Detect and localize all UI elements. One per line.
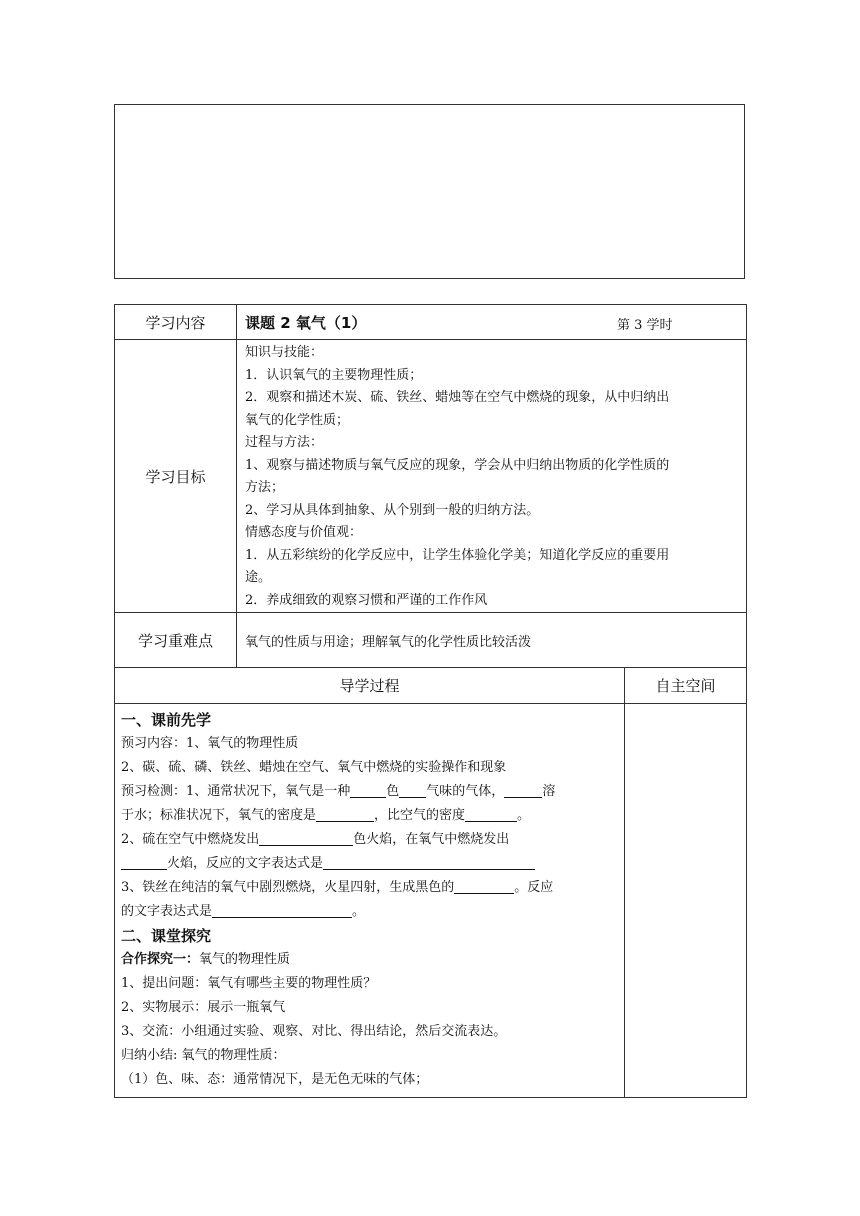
- answer-blank[interactable]: [316, 806, 374, 822]
- inquiry-step: 1、提出问题：氧气有哪些主要的物理性质？: [121, 976, 377, 991]
- preview-content: 预习内容：1、氧气的物理性质: [121, 736, 299, 751]
- objective-line: 1．从五彩缤纷的化学反应中，让学生体验化学美；知道化学反应的重要用: [245, 547, 670, 563]
- section-pre-study-title: 一、课前先学: [121, 711, 212, 729]
- keypoints-label: 学习重难点: [115, 613, 237, 668]
- process-content: [115, 704, 625, 1098]
- row-content: [115, 305, 747, 340]
- section-class-inquiry-title: 二、课堂探究: [121, 927, 212, 945]
- answer-blank[interactable]: [121, 854, 167, 870]
- preview-question-2-cont: 火焰，反应的文字表达式是: [121, 852, 616, 876]
- answer-blank[interactable]: [504, 782, 542, 798]
- row-process-body: [115, 704, 747, 1098]
- preview-question-3: 3、铁丝在纯洁的氧气中剧烈燃烧，火星四射，生成黑色的 。反应: [121, 880, 554, 895]
- lesson-period: 第 3 学时: [617, 318, 673, 333]
- lesson-plan-table: [114, 304, 747, 1098]
- objective-line: 2．养成细致的观察习惯和严谨的工作作风: [245, 592, 488, 608]
- preview-question-3-cont: 的文字表达式是 。: [121, 904, 366, 919]
- objectives-label: 学习目标: [115, 340, 237, 613]
- blank-header-box: [114, 104, 745, 279]
- inquiry-step: 2、实物展示：展示一瓶氧气: [121, 1000, 286, 1015]
- objective-line: 知识与技能：: [245, 345, 324, 360]
- preview-question-2: 2、硫在空气中燃烧发出 色火焰，在氧气中燃烧发出: [121, 832, 510, 847]
- answer-blank[interactable]: [350, 782, 386, 798]
- preview-question-1: 预习检测：1、通常状况下，氧气是一种 色 气味的气体， 溶: [121, 784, 556, 799]
- answer-blank[interactable]: [465, 806, 517, 822]
- answer-blank[interactable]: [399, 782, 426, 798]
- objective-line: 1．认识氧气的主要物理性质；: [245, 367, 423, 383]
- objective-line: 2．观察和描述木炭、硫、铁丝、蜡烛等在空气中燃烧的现象，从中归纳出: [245, 390, 670, 405]
- objective-line: 途。: [245, 570, 272, 585]
- answer-blank[interactable]: [212, 902, 352, 918]
- answer-blank[interactable]: [323, 854, 535, 870]
- objective-line: 氧气的化学性质；: [245, 412, 350, 428]
- answer-blank[interactable]: [259, 830, 353, 846]
- lesson-title-cell: [237, 305, 747, 340]
- inquiry-step: 3、交流：小组通过实验、观察、对比、得出结论，然后交流表达。: [121, 1024, 507, 1039]
- cooperative-inquiry-label: 合作探究一：: [121, 952, 200, 967]
- row-objectives: [115, 340, 747, 613]
- row-process-header: [115, 668, 747, 704]
- summary-heading: 归纳小结: 氧气的物理性质：: [121, 1048, 286, 1063]
- objective-line: 2、学习从具体到抽象、从个别到一般的归纳方法。: [245, 502, 540, 518]
- lesson-title: 课题 2 氧气（1）: [245, 313, 367, 332]
- objective-line: 方法；: [245, 480, 285, 495]
- objective-line: 过程与方法：: [245, 435, 324, 450]
- self-study-space[interactable]: [625, 704, 747, 1098]
- space-header: 自主空间: [625, 668, 747, 704]
- answer-blank[interactable]: [454, 878, 514, 894]
- content-label: 学习内容: [115, 305, 237, 340]
- keypoints-content: 氧气的性质与用途；理解氧气的化学性质比较活泼: [237, 613, 747, 668]
- preview-question-1-cont: 于水；标准状况下，氧气的密度是 ，比空气的密度 。: [121, 808, 531, 823]
- summary-item: （1）色、味、态：通常情况下，是无色无味的气体；: [121, 1072, 429, 1087]
- objective-line: 1、观察与描述物质与氧气反应的现象，学会从中归纳出物质的化学性质的: [245, 457, 670, 473]
- cooperative-inquiry-topic: 氧气的物理性质: [199, 952, 291, 967]
- preview-item: 2、碳、硫、磷、铁丝、蜡烛在空气、氧气中燃烧的实验操作和现象: [121, 760, 507, 775]
- objectives-content: [237, 340, 747, 613]
- process-header: 导学过程: [115, 668, 625, 704]
- objective-line: 情感态度与价值观：: [245, 525, 363, 540]
- cooperative-inquiry: [121, 948, 616, 972]
- row-keypoints: [115, 613, 747, 668]
